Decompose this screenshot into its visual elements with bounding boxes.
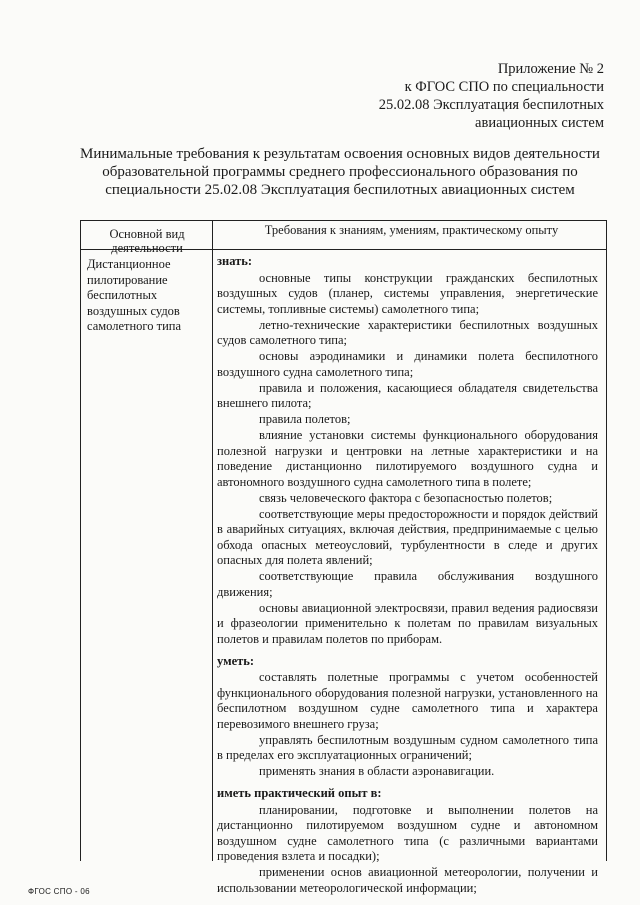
appendix-line-4: авиационных систем [475,115,604,131]
list-item: применении основ авиационной метеорологии, получении и использовании метеорологической информации; [217,865,598,895]
list-item: основы аэродинамики и динамики полета беспилотного воздушного судна самолетного типа; [217,349,598,379]
list-item: применять знания в области аэронавигации. [259,764,495,778]
appendix-line-2: к ФГОС СПО по специальности [404,79,604,95]
activity-cell: Дистанционное пилотирование беспилотных воздушных судов самолетного типа [87,257,182,333]
list-item: управлять беспилотным воздушным судном самолетного типа в пределах его эксплуатационных ограничений; [217,732,598,762]
list-item: основы авиационной электросвязи, правил ведения радиосвязи и фразеологии применительно к полетам по правилам визуальных полетов и правилам полетов по приборам. [217,600,598,646]
appendix-line-1: Приложение № 2 [497,61,604,77]
header-requirements: Требования к знаниям, умениям, практическому опыту [264,223,559,237]
header-activity: Основной вид деятельности [109,227,185,255]
list-item: соответствующие меры предосторожности и порядок действий в аварийных ситуациях, включая действия, предпринимаемые с целью обхода опасных метеоусловий, турбулентности в следе и других опасных для полета явлений; [217,506,598,567]
list-item: связь человеческого фактора с безопасностью полетов; [259,490,553,505]
appendix-line-3: 25.02.08 Эксплуатация беспилотных [378,97,604,113]
list-item: основные типы конструкции гражданских беспилотных воздушных судов (планер, системы управления, энергетические системы, топливные системы) самолетного типа; [217,270,598,316]
list-item: правила полетов; [259,412,351,426]
section-label-skills: уметь: [217,653,255,668]
table-header-row [81,221,606,255]
list-item: соответствующие правила обслуживания воздушного движения; [217,569,598,599]
title-line-1: Минимальные требования к результатам освоения основных видов деятельности [80,146,600,162]
list-item: планировании, подготовке и выполнении полетов на дистанционно пилотируемом воздушном судне и автономном воздушном судне самолетного типа (с различными вариантами проведения взлета и посадки); [217,802,598,863]
section-label-experience: иметь практический опыт в: [217,786,382,800]
list-item: летно-технические характеристики беспилотных воздушных судов самолетного типа; [217,317,598,347]
requirements-cell [217,254,598,897]
title-line-2: образовательной программы среднего профессионального образования по [102,164,578,180]
list-item: составлять полетные программы с учетом особенностей функционального оборудования полезной нагрузки, установленного на беспилотном воздушном судне самолетного типа и характера перевозимого внешнего груза; [217,670,598,731]
column-divider [212,221,213,861]
list-item: влияние установки системы функционального оборудования полезной нагрузки и центровки на летные характеристики и на поведение дистанционно пилотируемого воздушного судна и автономного воздушного судна самолетного типа в полете; [217,428,598,489]
document-title [72,145,608,199]
page-footer: ФГОС СПО - 06 [28,887,90,896]
appendix-header [379,60,604,132]
list-item: правила и положения, касающиеся обладателя свидетельства внешнего пилота; [217,380,598,410]
requirements-table [80,220,607,895]
title-line-3: специальности 25.02.08 Эксплуатация беспилотных авиационных систем [105,182,575,198]
section-label-know: знать: [217,254,253,268]
